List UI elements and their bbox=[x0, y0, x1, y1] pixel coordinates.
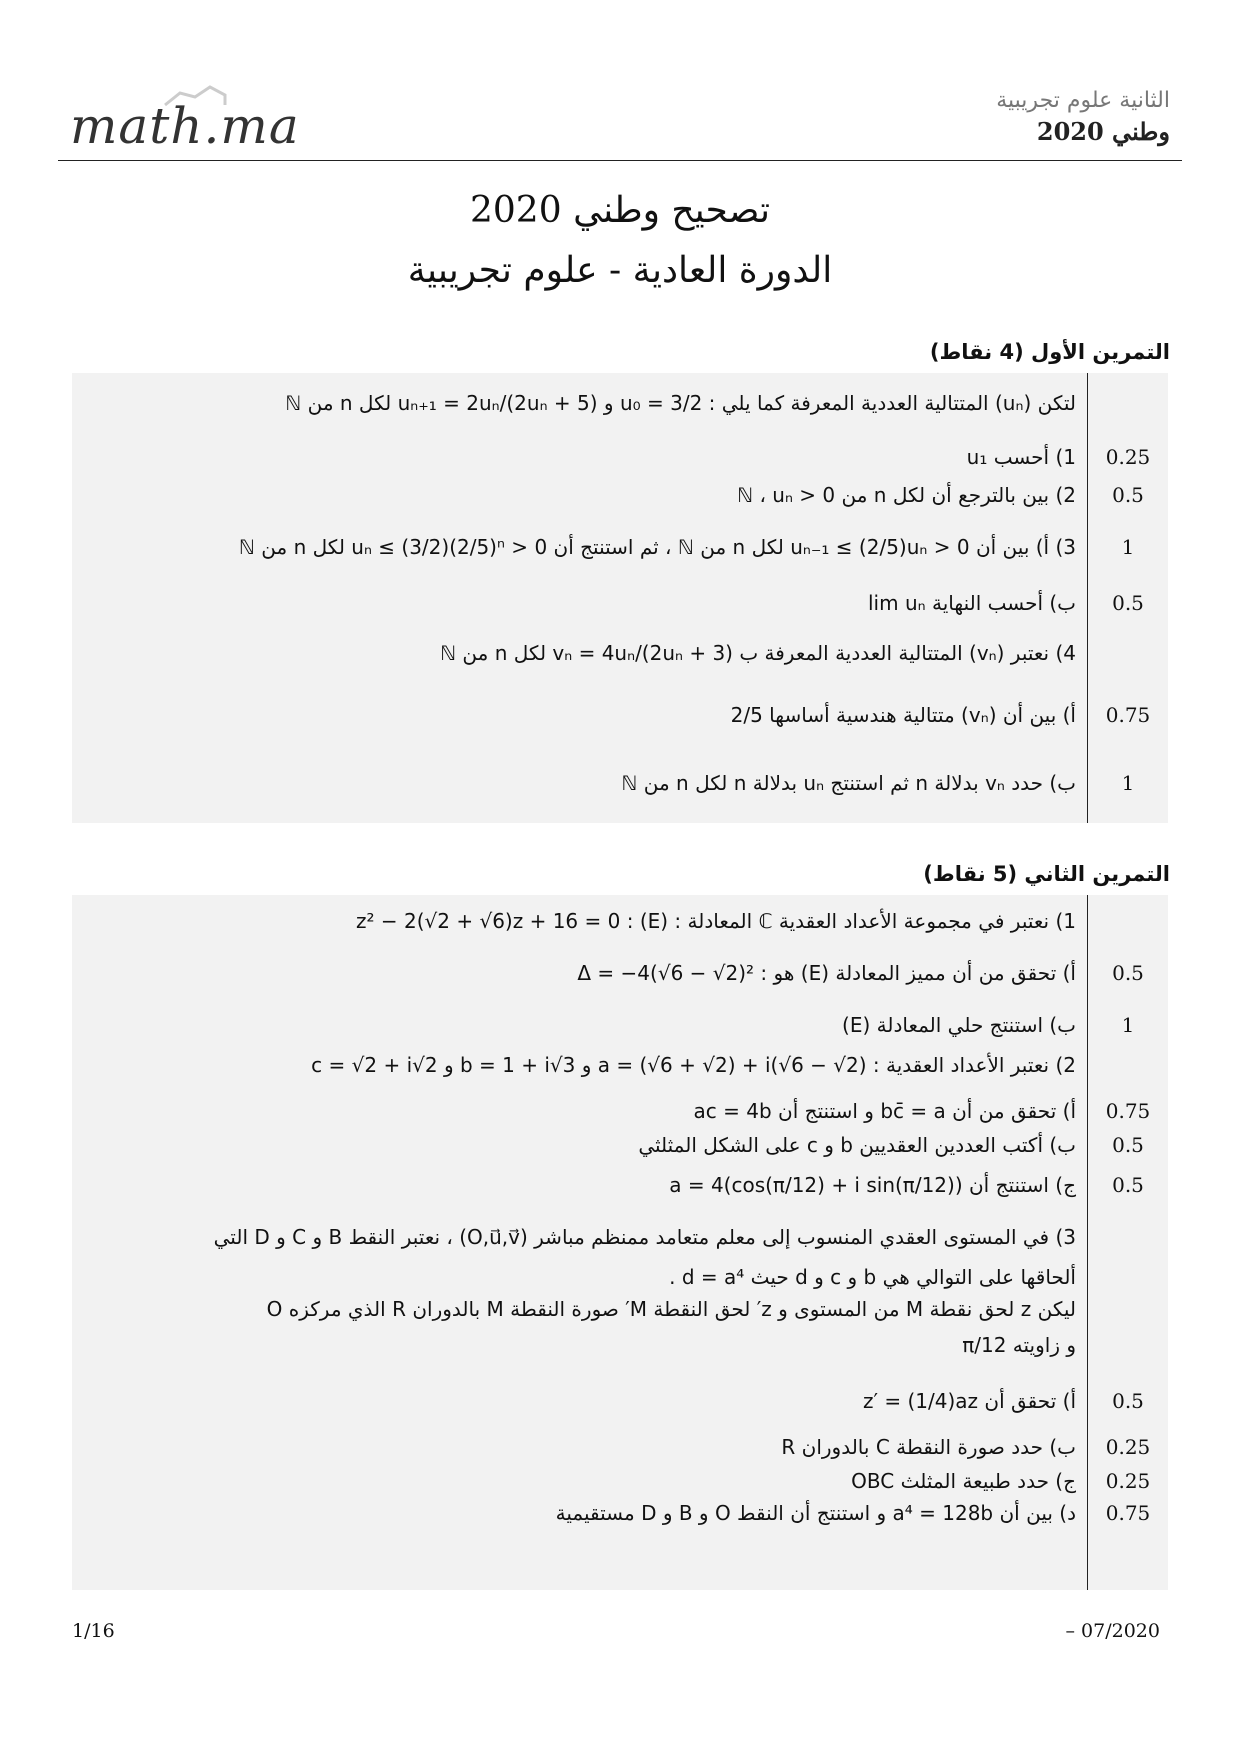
question-text: ألحاقها على التوالي هي b و c و d حيث d = a⁴ . bbox=[669, 1265, 1076, 1289]
exercise-row bbox=[72, 961, 1168, 985]
question-text: 4) نعتبر (vₙ) المتتالية العددية المعرفة ب vₙ = 4uₙ/(2uₙ + 3) لكل n من ℕ bbox=[440, 641, 1076, 665]
exercise-row bbox=[72, 1099, 1168, 1123]
question-text: أ) تحقق من أن مميز المعادلة (E) هو : Δ = −4(√6 − √2)² bbox=[577, 961, 1076, 985]
exercise-row bbox=[72, 391, 1168, 415]
points-value: 0.5 bbox=[1112, 1389, 1144, 1413]
points-value: 0.25 bbox=[1105, 1469, 1151, 1493]
exercise-row bbox=[72, 909, 1168, 933]
points-value: 0.5 bbox=[1112, 591, 1144, 615]
exercise-row bbox=[72, 535, 1168, 559]
question-text: 1) أحسب u₁ bbox=[966, 445, 1076, 469]
points-value: 0.5 bbox=[1112, 961, 1144, 985]
points-value: 1 bbox=[1121, 771, 1135, 795]
question-text: ج) استنتج أن a = 4(cos(π/12) + i sin(π/12)) bbox=[669, 1173, 1076, 1197]
exercise-row bbox=[72, 1225, 1168, 1249]
exercise-row bbox=[72, 1013, 1168, 1037]
footer-date: – 07/2020 bbox=[1065, 1620, 1160, 1642]
question-text: ب) استنتج حلي المعادلة (E) bbox=[842, 1013, 1076, 1037]
points-value: 0.5 bbox=[1112, 1133, 1144, 1157]
page-number: 1/16 bbox=[72, 1620, 115, 1642]
question-text: أ) تحقق أن z′ = (1/4)az bbox=[862, 1389, 1076, 1413]
exercise-row bbox=[72, 1389, 1168, 1413]
header-info bbox=[996, 88, 1170, 146]
exercise-row bbox=[72, 703, 1168, 727]
exercise-row bbox=[72, 445, 1168, 469]
question-text: أ) بين أن (vₙ) متتالية هندسية أساسها 2/5 bbox=[730, 703, 1076, 727]
question-text: ب) أحسب النهاية lim uₙ bbox=[868, 591, 1076, 615]
exercise-row bbox=[72, 1435, 1168, 1459]
question-text: د) بين أن a⁴ = 128b و استنتج أن النقط O و B و D مستقيمية bbox=[555, 1501, 1076, 1525]
question-text: 1) نعتبر في مجموعة الأعداد العقدية ℂ المعادلة : (E) : z² − 2(√2 + √6)z + 16 = 0 bbox=[356, 909, 1076, 933]
question-text: ب) أكتب العددين العقديين b و c على الشكل المثلثي bbox=[638, 1133, 1076, 1157]
points-value: 0.25 bbox=[1105, 1435, 1151, 1459]
question-text: أ) تحقق من أن bc̄ = a و استنتج أن ac = 4b bbox=[693, 1099, 1076, 1123]
question-text: 2) بين بالترجع أن لكل n من ℕ ، uₙ > 0 bbox=[737, 483, 1076, 507]
points-value: 0.5 bbox=[1112, 1173, 1144, 1197]
exercise-row bbox=[72, 641, 1168, 665]
level-label: الثانية علوم تجريبية bbox=[996, 88, 1170, 113]
question-text: ب) حدد vₙ بدلالة n ثم استنتج uₙ بدلالة n لكل n من ℕ bbox=[621, 771, 1076, 795]
exercise2-heading: التمرين الثاني (5 نقاط) bbox=[923, 862, 1170, 886]
exercise-row bbox=[72, 1053, 1168, 1077]
exercise2-box bbox=[72, 895, 1168, 1590]
points-value: 1 bbox=[1121, 535, 1135, 559]
exercise-row bbox=[72, 1501, 1168, 1525]
question-text: 3) أ) بين أن 0 < uₙ₋₁ ≤ (2/5)uₙ لكل n من ℕ ، ثم استنتج أن 0 < uₙ ≤ (3/2)(2/5)ⁿ لكل n من ℕ bbox=[238, 535, 1076, 559]
question-text: ب) حدد صورة النقطة C بالدوران R bbox=[781, 1435, 1076, 1459]
points-value: 0.75 bbox=[1105, 1501, 1151, 1525]
question-text: 3) في المستوى العقدي المنسوب إلى معلم متعامد ممنظم مباشر (O,u⃗,v⃗) ، نعتبر النقط B و C و D التي bbox=[213, 1225, 1076, 1249]
exercise-row bbox=[72, 1265, 1168, 1289]
exercise-row bbox=[72, 1333, 1168, 1357]
page-title: تصحيح وطني 2020 bbox=[470, 190, 770, 231]
points-value: 1 bbox=[1121, 1013, 1135, 1037]
exercise-row bbox=[72, 1133, 1168, 1157]
question-text: و زاويته π/12 bbox=[962, 1333, 1076, 1357]
question-text: لتكن (uₙ) المتتالية العددية المعرفة كما يلي : u₀ = 3/2 و uₙ₊₁ = 2uₙ/(2uₙ + 5) لكل n من ℕ bbox=[285, 391, 1076, 415]
question-text: ليكن z لحق نقطة M من المستوى و z′ لحق النقطة M′ صورة النقطة M بالدوران R الذي مركزه O bbox=[266, 1297, 1076, 1321]
exercise-row bbox=[72, 1173, 1168, 1197]
exercise-row bbox=[72, 1297, 1168, 1321]
exercise1-box bbox=[72, 373, 1168, 823]
exercise-row bbox=[72, 771, 1168, 795]
points-value: 0.25 bbox=[1105, 445, 1151, 469]
exercise-row bbox=[72, 1469, 1168, 1493]
question-text: 2) نعتبر الأعداد العقدية : a = (√6 + √2) + i(√6 − √2) و b = 1 + i√3 و c = √2 + i√2 bbox=[311, 1053, 1076, 1077]
header-divider bbox=[58, 160, 1182, 161]
logo-text: math.ma bbox=[70, 97, 300, 155]
site-logo bbox=[70, 75, 300, 165]
points-value: 0.75 bbox=[1105, 1099, 1151, 1123]
exercise1-heading: التمرين الأول (4 نقاط) bbox=[929, 340, 1170, 364]
exam-label: وطني 2020 bbox=[1036, 117, 1170, 146]
points-value: 0.5 bbox=[1112, 483, 1144, 507]
question-text: ج) حدد طبيعة المثلث OBC bbox=[851, 1469, 1076, 1493]
exercise-row bbox=[72, 483, 1168, 507]
points-value: 0.75 bbox=[1105, 703, 1151, 727]
page-subtitle: الدورة العادية - علوم تجريبية bbox=[407, 250, 833, 291]
exercise-row bbox=[72, 591, 1168, 615]
